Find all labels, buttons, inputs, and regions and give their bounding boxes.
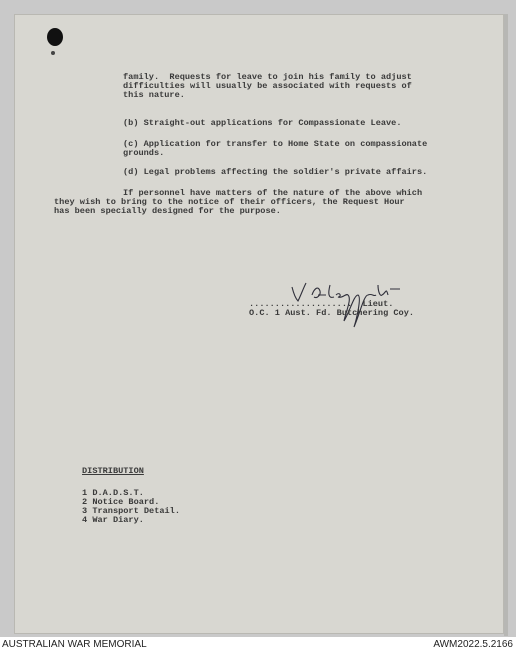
punch-hole-mark bbox=[51, 51, 55, 55]
distribution-heading: DISTRIBUTION bbox=[82, 466, 144, 476]
archive-footer bbox=[0, 637, 516, 653]
distribution-item-3: 3 Transport Detail. bbox=[82, 506, 180, 516]
item-d: (d) Legal problems affecting the soldier's private affairs. bbox=[123, 167, 428, 177]
continuation-line-2: difficulties will usually be associated with requests of bbox=[123, 81, 412, 91]
page-edge-shadow bbox=[504, 14, 508, 636]
institution-name: AUSTRALIAN WAR MEMORIAL bbox=[2, 639, 147, 650]
document-page bbox=[14, 14, 504, 634]
distribution-item-4: 4 War Diary. bbox=[82, 515, 144, 525]
distribution-item-1: 1 D.A.D.S.T. bbox=[82, 488, 144, 498]
item-c-line-2: grounds. bbox=[123, 148, 165, 158]
catalogue-number: AWM2022.5.2166 bbox=[433, 639, 513, 650]
closing-line-1: If personnel have matters of the nature of the above which bbox=[123, 188, 423, 198]
item-c-line-1: (c) Application for transfer to Home State on compassionate bbox=[123, 139, 428, 149]
signature-line-unit: O.C. 1 Aust. Fd. Butchering Coy. bbox=[249, 308, 415, 318]
signature-line-rank: .................... Lieut. bbox=[249, 299, 394, 309]
continuation-line-1: family. Requests for leave to join his family to adjust bbox=[123, 72, 412, 82]
item-b: (b) Straight-out applications for Compassionate Leave. bbox=[123, 118, 402, 128]
distribution-item-2: 2 Notice Board. bbox=[82, 497, 160, 507]
punch-hole bbox=[47, 28, 63, 46]
closing-line-3: has been specially designed for the purpose. bbox=[54, 206, 281, 216]
closing-line-2: they wish to bring to the notice of their officers, the Request Hour bbox=[54, 197, 405, 207]
continuation-line-3: this nature. bbox=[123, 90, 185, 100]
